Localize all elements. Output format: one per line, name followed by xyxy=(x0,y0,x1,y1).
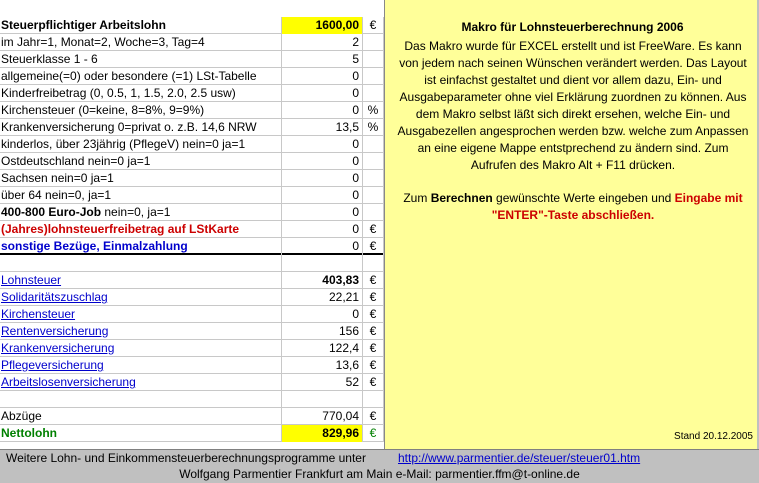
row-krankenversicherung-satz xyxy=(0,119,384,136)
footer-link[interactable]: http://www.parmentier.de/steuer/steuer01.htm xyxy=(398,451,641,465)
panel-description: Das Makro wurde für EXCEL erstellt und ist FreeWare. Es kann von jedem nach seinen Wünschen verändert werden. Das Layout ist einfachst gestaltet und dient vor allem dazu, Ein- und Ausgabeparameter ohne viel Erklärung zuordnen zu können. Aus dem Makro selbst läßt sich direkt ersehen, welche Ein- und Ausgabezellen angesprochen werden bzw. welche zum Anpassen an eine eigene Mappe entstprechend zu ändern sind. Zum Aufrufen des Makro Alt + F11 drücken. xyxy=(397,39,749,172)
row-spacer xyxy=(0,391,384,408)
row-arbeitslosenversicherung xyxy=(0,374,384,391)
input-zeitraum[interactable]: 2 xyxy=(282,34,363,51)
unit-tabelle xyxy=(363,68,384,85)
row-kinderlos xyxy=(0,136,384,153)
row-zeitraum xyxy=(0,34,384,51)
unit-kirchensteuer: € xyxy=(363,306,384,323)
label-sonstige-bezuege: sonstige Bezüge, Einmalzahlung xyxy=(0,238,282,255)
instr-mid: gewünschte Werte eingeben und xyxy=(492,191,675,205)
unit-kinderfreibetrag xyxy=(363,85,384,102)
input-steuerklasse[interactable]: 5 xyxy=(282,51,363,68)
row-nettolohn xyxy=(0,425,384,442)
panel-instructions xyxy=(397,190,749,224)
label-kirchensteuer-satz: Kirchensteuer (0=keine, 8=8%, 9=9%) xyxy=(0,102,282,119)
row-sonstige-bezuege xyxy=(0,238,384,255)
row-kirchensteuer-satz xyxy=(0,102,384,119)
label-minijob-rest: nein=0, ja=1 xyxy=(101,205,171,219)
link-lohnsteuer[interactable]: Lohnsteuer xyxy=(0,272,282,289)
row-spacer xyxy=(0,255,384,272)
footer xyxy=(0,449,759,483)
input-krankenversicherung-satz[interactable]: 13,5 xyxy=(282,119,363,136)
row-tabelle xyxy=(0,68,384,85)
empty-cell xyxy=(282,255,363,272)
value-lohnsteuer: 403,83 xyxy=(282,272,363,289)
unit-ostdeutschland xyxy=(363,153,384,170)
label-tabelle: allgemeine(=0) oder besondere (=1) LSt-Tabelle xyxy=(0,68,282,85)
unit-kirchensteuer-satz: % xyxy=(363,102,384,119)
input-kinderfreibetrag[interactable]: 0 xyxy=(282,85,363,102)
label-kinderlos: kinderlos, über 23jährig (PflegeV) nein=0 ja=1 xyxy=(0,136,282,153)
unit-krankenversicherung-satz: % xyxy=(363,119,384,136)
unit-lohnsteuer: € xyxy=(363,272,384,289)
unit-ueber64 xyxy=(363,187,384,204)
label-sachsen: Sachsen nein=0 ja=1 xyxy=(0,170,282,187)
link-rentenversicherung[interactable]: Rentenversicherung xyxy=(0,323,282,340)
label-ueber64: über 64 nein=0, ja=1 xyxy=(0,187,282,204)
label-kinderfreibetrag: Kinderfreibetrag (0, 0.5, 1, 1.5, 2.0, 2.5 usw) xyxy=(0,85,282,102)
label-krankenversicherung-satz: Krankenversicherung 0=privat o. z.B. 14,6 NRW xyxy=(0,119,282,136)
value-abzuege: 770,04 xyxy=(282,408,363,425)
row-krankenversicherung xyxy=(0,340,384,357)
row-steuerklasse xyxy=(0,51,384,68)
label-ostdeutschland: Ostdeutschland nein=0 ja=1 xyxy=(0,153,282,170)
row-soli xyxy=(0,289,384,306)
unit-steuerklasse xyxy=(363,51,384,68)
empty-cell xyxy=(0,391,282,408)
value-kirchensteuer: 0 xyxy=(282,306,363,323)
link-pflegeversicherung[interactable]: Pflegeversicherung xyxy=(0,357,282,374)
unit-zeitraum xyxy=(363,34,384,51)
unit-abzuege: € xyxy=(363,408,384,425)
input-kinderlos[interactable]: 0 xyxy=(282,136,363,153)
empty-cell xyxy=(363,391,384,408)
unit-krankenversicherung: € xyxy=(363,340,384,357)
unit-arbeitslosenversicherung: € xyxy=(363,374,384,391)
info-panel xyxy=(384,0,759,449)
link-solidaritaetszuschlag[interactable]: Solidaritätszuschlag xyxy=(0,289,282,306)
unit-arbeitslohn: € xyxy=(363,17,384,34)
row-kirchensteuer xyxy=(0,306,384,323)
label-freibetrag: (Jahres)lohnsteuerfreibetrag auf LStKarte xyxy=(0,221,282,238)
row-rentenversicherung xyxy=(0,323,384,340)
unit-rentenversicherung: € xyxy=(363,323,384,340)
value-nettolohn: 829,96 xyxy=(282,425,363,442)
row-lohnsteuer xyxy=(0,272,384,289)
row-ueber64 xyxy=(0,187,384,204)
label-abzuege: Abzüge xyxy=(0,408,282,425)
value-solidaritaetszuschlag: 22,21 xyxy=(282,289,363,306)
instr-berechnen: Berechnen xyxy=(430,191,493,205)
empty-cell xyxy=(0,255,282,272)
input-tabelle[interactable]: 0 xyxy=(282,68,363,85)
label-nettolohn: Nettolohn xyxy=(0,425,282,442)
row-arbeitslohn xyxy=(0,17,384,34)
input-minijob[interactable]: 0 xyxy=(282,204,363,221)
value-krankenversicherung: 122,4 xyxy=(282,340,363,357)
input-ueber64[interactable]: 0 xyxy=(282,187,363,204)
link-krankenversicherung[interactable]: Krankenversicherung xyxy=(0,340,282,357)
calculation-grid xyxy=(0,0,384,449)
value-pflegeversicherung: 13,6 xyxy=(282,357,363,374)
label-arbeitslohn: Steuerpflichtiger Arbeitslohn xyxy=(0,17,282,34)
unit-sonstige-bezuege: € xyxy=(363,238,384,255)
unit-sachsen xyxy=(363,170,384,187)
input-sachsen[interactable]: 0 xyxy=(282,170,363,187)
unit-kinderlos xyxy=(363,136,384,153)
input-arbeitslohn[interactable]: 1600,00 xyxy=(282,17,363,34)
panel-title: Makro für Lohnsteuerberechnung 2006 xyxy=(461,20,684,34)
instr-eingabe: Eingabe mit "ENTER"-Taste abschließen. xyxy=(491,191,743,222)
instr-pre: Zum xyxy=(403,191,431,205)
row-pflegeversicherung xyxy=(0,357,384,374)
label-steuerklasse: Steuerklasse 1 - 6 xyxy=(0,51,282,68)
footer-contact: Wolfgang Parmentier Frankfurt am Main e-Mail: parmentier.ffm@t-online.de xyxy=(179,467,580,481)
unit-minijob xyxy=(363,204,384,221)
unit-freibetrag: € xyxy=(363,221,384,238)
empty-cell xyxy=(282,391,363,408)
link-arbeitslosenversicherung[interactable]: Arbeitslosenversicherung xyxy=(0,374,282,391)
row-abzuege xyxy=(0,408,384,425)
unit-pflegeversicherung: € xyxy=(363,357,384,374)
row-ostdeutschland xyxy=(0,153,384,170)
value-arbeitslosenversicherung: 52 xyxy=(282,374,363,391)
row-sachsen xyxy=(0,170,384,187)
stand-date: Stand 20.12.2005 xyxy=(674,431,753,442)
label-minijob xyxy=(0,204,282,221)
input-freibetrag[interactable]: 0 xyxy=(282,221,363,238)
row-freibetrag xyxy=(0,221,384,238)
label-minijob-bold: 400-800 Euro-Job xyxy=(1,205,102,219)
empty-cell xyxy=(363,255,384,272)
value-rentenversicherung: 156 xyxy=(282,323,363,340)
input-ostdeutschland[interactable]: 0 xyxy=(282,153,363,170)
input-sonstige-bezuege[interactable]: 0 xyxy=(282,238,363,255)
unit-nettolohn: € xyxy=(363,425,384,442)
unit-solidaritaetszuschlag: € xyxy=(363,289,384,306)
label-zeitraum: im Jahr=1, Monat=2, Woche=3, Tag=4 xyxy=(0,34,282,51)
link-kirchensteuer[interactable]: Kirchensteuer xyxy=(0,306,282,323)
footer-text: Weitere Lohn- und Einkommensteuerberechnungsprogramme unter xyxy=(6,451,366,465)
row-kinderfreibetrag xyxy=(0,85,384,102)
row-minijob xyxy=(0,204,384,221)
input-kirchensteuer-satz[interactable]: 0 xyxy=(282,102,363,119)
